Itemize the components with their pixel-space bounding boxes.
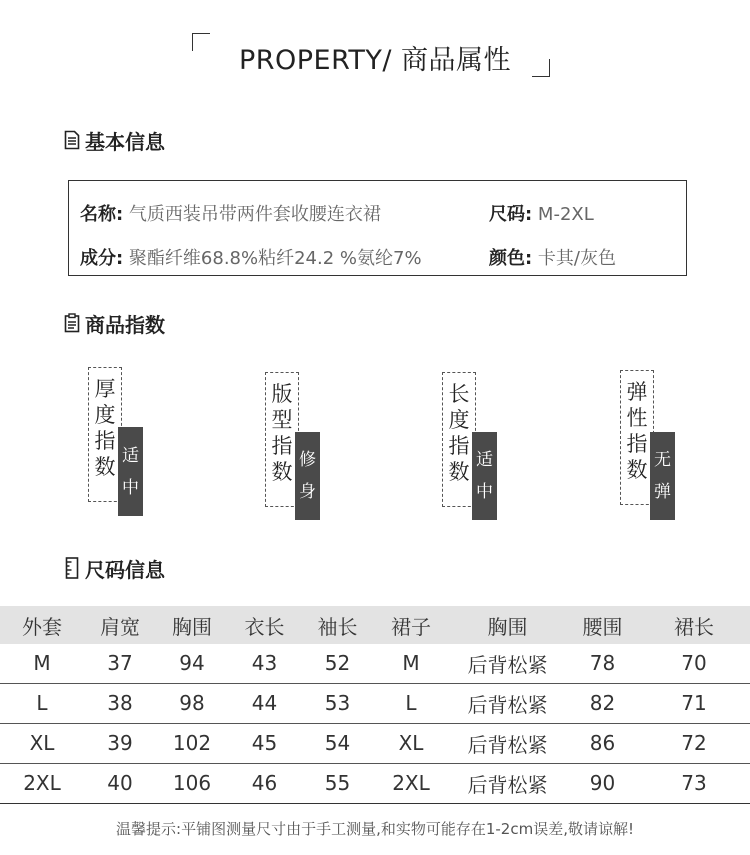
table-cell: L (0, 683, 84, 723)
column-header: 肩宽 (84, 606, 156, 644)
clipboard-icon (63, 312, 81, 334)
table-cell: 72 (638, 723, 750, 763)
table-cell: 后背松紧 (448, 683, 567, 723)
table-cell: XL (0, 723, 84, 763)
product-name-value: 气质西装吊带两件套收腰连衣裙 (123, 204, 381, 225)
title-corner-bottom-right (532, 59, 550, 77)
document-icon (63, 129, 81, 151)
table-cell: 98 (156, 683, 228, 723)
measurement-note: 温馨提示:平铺图测量尺寸由于手工测量,和实物可能存在1-2cm误差,敬请谅解! (116, 820, 634, 838)
table-cell: 71 (638, 683, 750, 723)
basic-info-box (68, 180, 687, 276)
size-range-row (489, 200, 594, 226)
table-cell: 后背松紧 (448, 644, 567, 683)
table-row (0, 683, 750, 723)
table-cell: 70 (638, 644, 750, 683)
table-cell: 37 (84, 644, 156, 683)
table-cell: 40 (84, 763, 156, 803)
fit-index-label: 版 型 指 数 (265, 372, 299, 507)
table-cell: 44 (228, 683, 301, 723)
table-row (0, 723, 750, 763)
table-cell: 45 (228, 723, 301, 763)
table-cell: 后背松紧 (448, 763, 567, 803)
size-info-heading-label: 尺码信息 (85, 557, 165, 582)
thickness-index-label: 厚 度 指 数 (88, 367, 122, 502)
table-cell: 39 (84, 723, 156, 763)
page-title: PROPERTY/ 商品属性 (238, 45, 512, 76)
table-row (0, 644, 750, 683)
product-name-label: 名称: (80, 204, 124, 225)
table-cell: 94 (156, 644, 228, 683)
table-cell: M (0, 644, 84, 683)
color-row (489, 244, 616, 270)
size-info-heading (63, 555, 165, 581)
table-header-row (0, 606, 750, 644)
elasticity-index-label: 弹 性 指 数 (620, 370, 654, 505)
table-cell: 78 (567, 644, 638, 683)
table-cell: 43 (228, 644, 301, 683)
product-index-heading-label: 商品指数 (85, 312, 165, 337)
material-label: 成分: (80, 248, 124, 269)
material-row (80, 244, 422, 270)
table-cell: 38 (84, 683, 156, 723)
table-cell: XL (374, 723, 448, 763)
table-cell: 2XL (0, 763, 84, 803)
column-header: 胸围 (448, 606, 567, 644)
table-cell: 2XL (374, 763, 448, 803)
thickness-index-value: 适 中 (118, 427, 143, 516)
table-cell: 54 (301, 723, 374, 763)
table-cell: 46 (228, 763, 301, 803)
ruler-icon (63, 557, 81, 579)
column-header: 裙子 (374, 606, 448, 644)
table-cell: 90 (567, 763, 638, 803)
basic-info-heading (63, 127, 165, 153)
column-header: 外套 (0, 606, 84, 644)
column-header: 袖长 (301, 606, 374, 644)
table-cell: 后背松紧 (448, 723, 567, 763)
table-cell: M (374, 644, 448, 683)
product-index-heading (63, 310, 165, 336)
color-value: 卡其/灰色 (532, 248, 616, 269)
table-cell: 53 (301, 683, 374, 723)
column-header: 衣长 (228, 606, 301, 644)
column-header: 裙长 (638, 606, 750, 644)
table-cell: 52 (301, 644, 374, 683)
length-index-value: 适 中 (472, 432, 497, 520)
material-value: 聚酯纤维68.8%粘纤24.2 %氨纶7% (123, 248, 422, 269)
table-cell: 55 (301, 763, 374, 803)
table-cell: 86 (567, 723, 638, 763)
elasticity-index-value: 无 弹 (650, 432, 675, 520)
size-range-value: M-2XL (532, 204, 594, 225)
table-cell: 102 (156, 723, 228, 763)
table-cell: L (374, 683, 448, 723)
fit-index-value: 修 身 (295, 432, 320, 520)
product-name-row (80, 200, 381, 226)
table-cell: 82 (567, 683, 638, 723)
table-cell: 106 (156, 763, 228, 803)
length-index-label: 长 度 指 数 (442, 372, 476, 507)
column-header: 腰围 (567, 606, 638, 644)
column-header: 胸围 (156, 606, 228, 644)
color-label: 颜色: (489, 248, 533, 269)
table-cell: 73 (638, 763, 750, 803)
size-range-label: 尺码: (489, 204, 533, 225)
size-table (0, 606, 750, 804)
basic-info-heading-label: 基本信息 (85, 129, 165, 154)
table-row (0, 763, 750, 803)
